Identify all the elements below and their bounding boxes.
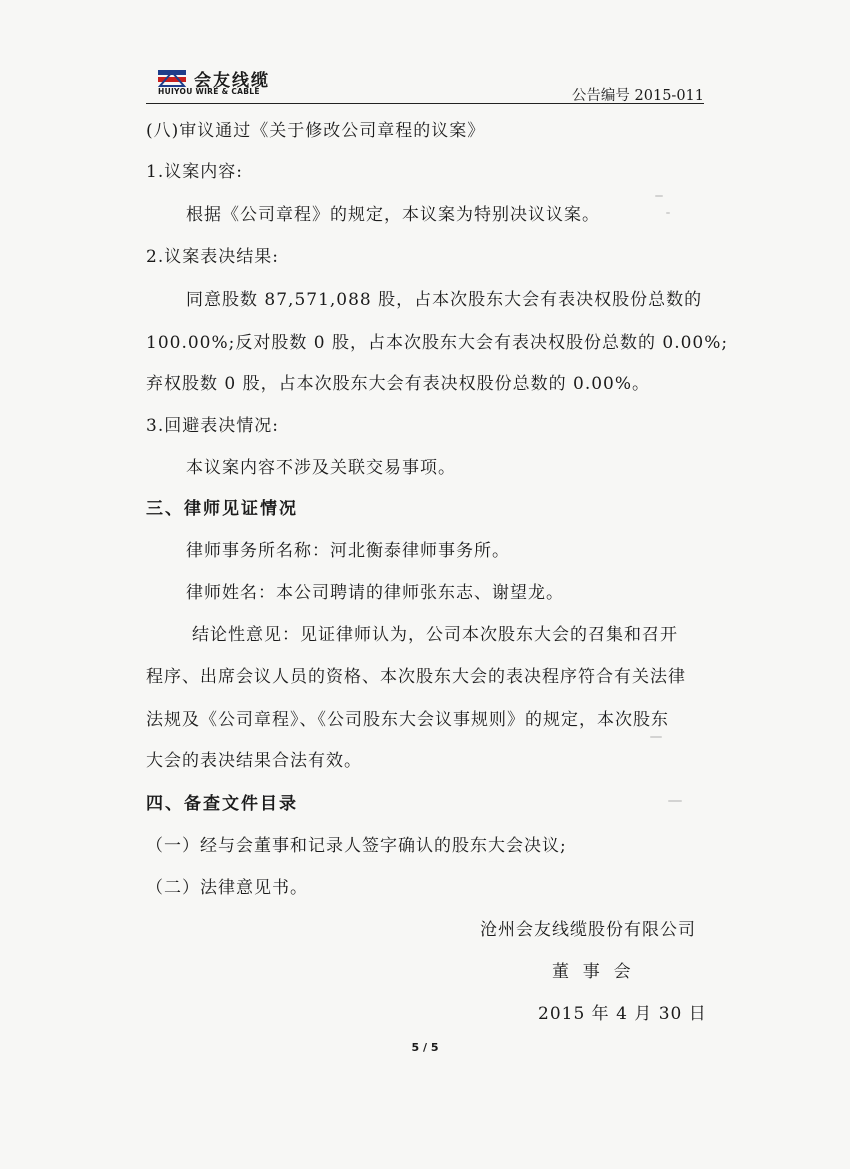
paragraph-line: 律师事务所名称：河北衡泰律师事务所。 <box>186 541 510 561</box>
paragraph-line: 法规及《公司章程》、《公司股东大会议事规则》的规定，本次股东 <box>146 710 669 730</box>
logo-mark-icon <box>158 68 188 88</box>
logo-en-text: HUIYOU WIRE & CABLE <box>158 87 260 96</box>
logo-cn-text: 会友线缆 <box>194 71 270 91</box>
paragraph-line: 根据《公司章程》的规定，本议案为特别决议议案。 <box>186 205 600 225</box>
paragraph-line: 本议案内容不涉及关联交易事项。 <box>186 458 456 478</box>
signature-company: 沧州会友线缆股份有限公司 <box>480 920 696 940</box>
paragraph-line: 结论性意见：见证律师认为，公司本次股东大会的召集和召开 <box>192 625 678 645</box>
section-label: 3.回避表决情况: <box>146 416 279 436</box>
list-item: （二）法律意见书。 <box>146 878 308 898</box>
header-rule <box>146 103 704 104</box>
agenda-item-title: (八)审议通过《关于修改公司章程的议案》 <box>146 121 486 141</box>
scan-speck <box>666 212 670 214</box>
section-label: 1.议案内容: <box>146 162 243 182</box>
scan-speck <box>655 195 663 197</box>
notice-number: 公告编号 2015-011 <box>571 88 704 104</box>
paragraph-line: 程序、出席会议人员的资格、本次股东大会的表决程序符合有关法律 <box>146 667 686 687</box>
company-logo <box>158 66 308 96</box>
paragraph-line: 大会的表决结果合法有效。 <box>146 751 362 771</box>
scan-speck <box>650 736 662 738</box>
list-item: （一）经与会董事和记录人签字确认的股东大会决议; <box>146 836 567 856</box>
page-number: 5 / 5 <box>411 1041 439 1054</box>
signature-date: 2015 年 4 月 30 日 <box>538 1004 707 1024</box>
paragraph-line: 弃权股数 0 股，占本次股东大会有表决权股份总数的 0.00%。 <box>146 374 651 394</box>
signature-board: 董 事 会 <box>552 962 632 982</box>
paragraph-line: 律师姓名：本公司聘请的律师张东志、谢望龙。 <box>186 583 564 603</box>
scan-speck <box>668 800 682 802</box>
section-heading: 三、律师见证情况 <box>146 499 298 519</box>
paragraph-line: 100.00%;反对股数 0 股，占本次股东大会有表决权股份总数的 0.00%; <box>146 333 729 353</box>
section-label: 2.议案表决结果: <box>146 247 279 267</box>
section-heading: 四、备查文件目录 <box>146 794 298 814</box>
paragraph-line: 同意股数 87,571,088 股，占本次股东大会有表决权股份总数的 <box>186 290 703 310</box>
